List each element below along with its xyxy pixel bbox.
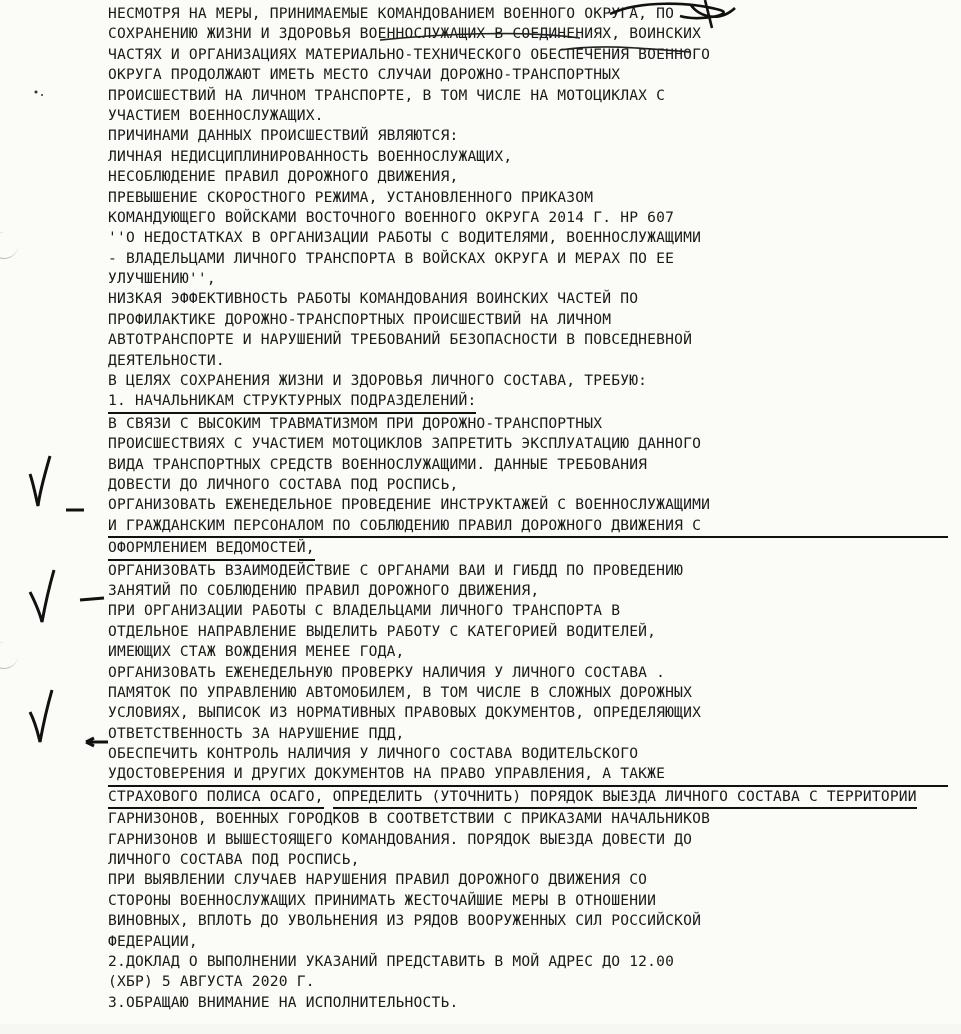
text-line: ОРГАНИЗОВАТЬ ЕЖЕНЕДЕЛЬНУЮ ПРОВЕРКУ НАЛИЧИЯ У ЛИЧНОГО СОСТАВА . bbox=[108, 663, 666, 681]
text-line: СОХРАНЕНИЮ ЖИЗНИ И ЗДОРОВЬЯ ВОЕННОСЛУЖАЩИХ В СОЕДИНЕНИЯХ, ВОИНСКИХ bbox=[108, 25, 702, 43]
text-line: ПРИЧИНАМИ ДАННЫХ ПРОИСШЕСТВИЙ ЯВЛЯЮТСЯ: bbox=[108, 127, 459, 145]
text-line-underlined: УДОСТОВЕРЕНИЯ И ДРУГИХ ДОКУМЕНТОВ НА ПРАВО УПРАВЛЕНИЯ, А ТАКЖЕ bbox=[108, 764, 948, 786]
text-line: ПРОФИЛАКТИКЕ ДОРОЖНО-ТРАНСПОРТНЫХ ПРОИСШЕСТВИЙ НА ЛИЧНОМ bbox=[108, 310, 612, 328]
text-line: ВИДА ТРАНСПОРТНЫХ СРЕДСТВ ВОЕННОСЛУЖАЩИМИ. ДАННЫЕ ТРЕБОВАНИЯ bbox=[108, 455, 648, 473]
text-line: ОТДЕЛЬНОЕ НАПРАВЛЕНИЕ ВЫДЕЛИТЬ РАБОТУ С КАТЕГОРИЕЙ ВОДИТЕЛЕЙ, bbox=[108, 622, 657, 640]
text-line: ПРИ ВЫЯВЛЕНИИ СЛУЧАЕВ НАРУШЕНИЯ ПРАВИЛ ДОРОЖНОГО ДВИЖЕНИЯ СО bbox=[108, 871, 648, 889]
strike-scribble bbox=[380, 34, 690, 52]
check-mark-icon bbox=[30, 456, 50, 506]
text-line: 2.ДОКЛАД О ВЫПОЛНЕНИИ УКАЗАНИЙ ПРЕДСТАВИТЬ В МОЙ АДРЕС ДО 12.00 bbox=[108, 952, 675, 970]
text-line: ДОВЕСТИ ДО ЛИЧНОГО СОСТАВА ПОД РОСПИСЬ, bbox=[108, 475, 459, 493]
text-line: ПРИ ОРГАНИЗАЦИИ РАБОТЫ С ВЛАДЕЛЬЦАМИ ЛИЧНОГО ТРАНСПОРТА В bbox=[108, 602, 621, 620]
text-line: ГАРНИЗОНОВ, ВОЕННЫХ ГОРОДКОВ В СООТВЕТСТВИИ С ПРИКАЗАМИ НАЧАЛЬНИКОВ bbox=[108, 810, 711, 828]
text-line: УЛУЧШЕНИЮ'', bbox=[108, 270, 216, 288]
text-line: АВТОТРАНСПОРТЕ И НАРУШЕНИЙ ТРЕБОВАНИЙ БЕЗОПАСНОСТИ В ПОВСЕДНЕВНОЙ bbox=[108, 331, 693, 349]
text-line: ЛИЧНАЯ НЕДИСЦИПЛИНИРОВАННОСТЬ ВОЕННОСЛУЖАЩИХ, bbox=[108, 147, 513, 165]
text-line-underlined: И ГРАЖДАНСКИМ ПЕРСОНАЛОМ ПО СОБЛЮДЕНИЮ ПРАВИЛ ДОРОЖНОГО ДВИЖЕНИЯ С bbox=[108, 516, 948, 538]
text-line: ЛИЧНОГО СОСТАВА ПОД РОСПИСЬ, bbox=[108, 851, 360, 869]
text-line: ОРГАНИЗОВАТЬ ВЗАИМОДЕЙСТВИЕ С ОРГАНАМИ ВАИ И ГИБДД ПО ПРОВЕДЕНИЮ bbox=[108, 561, 684, 579]
text-line: НИЗКАЯ ЭФФЕКТИВНОСТЬ РАБОТЫ КОМАНДОВАНИЯ ВОИНСКИХ ЧАСТЕЙ ПО bbox=[108, 290, 639, 308]
check-mark-icon bbox=[30, 570, 54, 622]
text-line: ПРОИСШЕСТВИЙ НА ЛИЧНОМ ТРАНСПОРТЕ, В ТОМ ЧИСЛЕ НА МОТОЦИКЛАХ С bbox=[108, 86, 666, 104]
text-line: ПРОИСШЕСТВИЯХ С УЧАСТИЕМ МОТОЦИКЛОВ ЗАПРЕТИТЬ ЭКСПЛУАТАЦИЮ ДАННОГО bbox=[108, 435, 702, 453]
text-line: ОРГАНИЗОВАТЬ ЕЖЕНЕДЕЛЬНОЕ ПРОВЕДЕНИЕ ИНСТРУКТАЖЕЙ С ВОЕННОСЛУЖАЩИМИ bbox=[108, 496, 711, 514]
text-line: СТОРОНЫ ВОЕННОСЛУЖАЩИХ ПРИНИМАТЬ ЖЕСТОЧАЙШИЕ МЕРЫ В ОТНОШЕНИИ bbox=[108, 891, 657, 909]
text-line: ДЕЯТЕЛЬНОСТИ. bbox=[108, 351, 225, 369]
text-line: ''О НЕДОСТАТКАХ В ОРГАНИЗАЦИИ РАБОТЫ С ВОДИТЕЛЯМИ, ВОЕННОСЛУЖАЩИМИ bbox=[108, 229, 702, 247]
text-line: В ЦЕЛЯХ СОХРАНЕНИЯ ЖИЗНИ И ЗДОРОВЬЯ ЛИЧНОГО СОСТАВА, ТРЕБУЮ: bbox=[108, 372, 648, 390]
text-line-underlined: ОПРЕДЕЛИТЬ (УТОЧНИТЬ) ПОРЯДОК ВЫЕЗДА ЛИЧНОГО СОСТАВА С ТЕРРИТОРИИ bbox=[333, 787, 917, 809]
text-line: ОТВЕТСТВЕННОСТЬ ЗА НАРУШЕНИЕ ПДД, bbox=[108, 724, 405, 742]
text-line: ПАМЯТОК ПО УПРАВЛЕНИЮ АВТОМОБИЛЕМ, В ТОМ ЧИСЛЕ В СЛОЖНЫХ ДОРОЖНЫХ bbox=[108, 683, 693, 701]
text-line-underlined: ОФОРМЛЕНИЕМ ВЕДОМОСТЕЙ, bbox=[108, 538, 315, 560]
arrow-mark-icon bbox=[86, 738, 108, 746]
text-line: ИМЕЮЩИХ СТАЖ ВОЖДЕНИЯ МЕНЕЕ ГОДА, bbox=[108, 643, 405, 661]
text-line: ВИНОВНЫХ, ВПЛОТЬ ДО УВОЛЬНЕНИЯ ИЗ РЯДОВ ВООРУЖЕННЫХ СИЛ РОССИЙСКОЙ bbox=[108, 912, 702, 930]
signature-scribble bbox=[610, 0, 735, 28]
text-line: НЕСМОТРЯ НА МЕРЫ, ПРИНИМАЕМЫЕ КОМАНДОВАНИЕМ ВОЕННОГО ОКРУГА, ПО bbox=[108, 5, 675, 22]
text-line: НЕСОБЛЮДЕНИЕ ПРАВИЛ ДОРОЖНОГО ДВИЖЕНИЯ, bbox=[108, 168, 459, 186]
text-line: 3.ОБРАЩАЮ ВНИМАНИЕ НА ИСПОЛНИТЕЛЬНОСТЬ. bbox=[108, 993, 459, 1011]
text-line: ОКРУГА ПРОДОЛЖАЮТ ИМЕТЬ МЕСТО СЛУЧАИ ДОРОЖНО-ТРАНСПОРТНЫХ bbox=[108, 66, 621, 84]
text-line: ОБЕСПЕЧИТЬ КОНТРОЛЬ НАЛИЧИЯ У ЛИЧНОГО СОСТАВА ВОДИТЕЛЬСКОГО bbox=[108, 745, 639, 763]
text-line-underlined: СТРАХОВОГО ПОЛИСА ОСАГО, bbox=[108, 787, 324, 809]
text-line: УЧАСТИЕМ ВОЕННОСЛУЖАЩИХ. bbox=[108, 106, 324, 124]
text-line: (ХБР) 5 АВГУСТА 2020 Г. bbox=[108, 973, 315, 991]
dash-mark-icon bbox=[80, 598, 104, 600]
text-line: ФЕДЕРАЦИИ, bbox=[108, 932, 198, 950]
check-mark-icon bbox=[30, 690, 52, 742]
text-line: В СВЯЗИ С ВЫСОКИМ ТРАВМАТИЗМОМ ПРИ ДОРОЖНО-ТРАНСПОРТНЫХ bbox=[108, 414, 603, 432]
text-line: УСЛОВИЯХ, ВЫПИСОК ИЗ НОРМАТИВНЫХ ПРАВОВЫХ ДОКУМЕНТОВ, ОПРЕДЕЛЯЮЩИХ bbox=[108, 704, 702, 722]
text-line: ЧАСТЯХ И ОРГАНИЗАЦИЯХ МАТЕРИАЛЬНО-ТЕХНИЧЕСКОГО ОБЕСПЕЧЕНИЯ ВОЕННОГО bbox=[108, 45, 711, 63]
text-line: ЗАНЯТИЙ ПО СОБЛЮДЕНИЮ ПРАВИЛ ДОРОЖНОГО ДВИЖЕНИЯ, bbox=[108, 581, 540, 599]
text-line: КОМАНДУЮЩЕГО ВОЙСКАМИ ВОСТОЧНОГО ВОЕННОГО ОКРУГА 2014 Г. НР 607 bbox=[108, 208, 675, 226]
text-line: - ВЛАДЕЛЬЦАМИ ЛИЧНОГО ТРАНСПОРТА В ВОЙСКАХ ОКРУГА И МЕРАХ ПО ЕЕ bbox=[108, 249, 675, 267]
text-line: ПРЕВЫШЕНИЕ СКОРОСТНОГО РЕЖИМА, УСТАНОВЛЕННОГО ПРИКАЗОМ bbox=[108, 188, 594, 206]
text-line-underlined: 1. НАЧАЛЬНИКАМ СТРУКТУРНЫХ ПОДРАЗДЕЛЕНИЙ: bbox=[108, 391, 476, 413]
text-line: ГАРНИЗОНОВ И ВЫШЕСТОЯЩЕГО КОМАНДОВАНИЯ. ПОРЯДОК ВЫЕЗДА ДОВЕСТИ ДО bbox=[108, 830, 693, 848]
